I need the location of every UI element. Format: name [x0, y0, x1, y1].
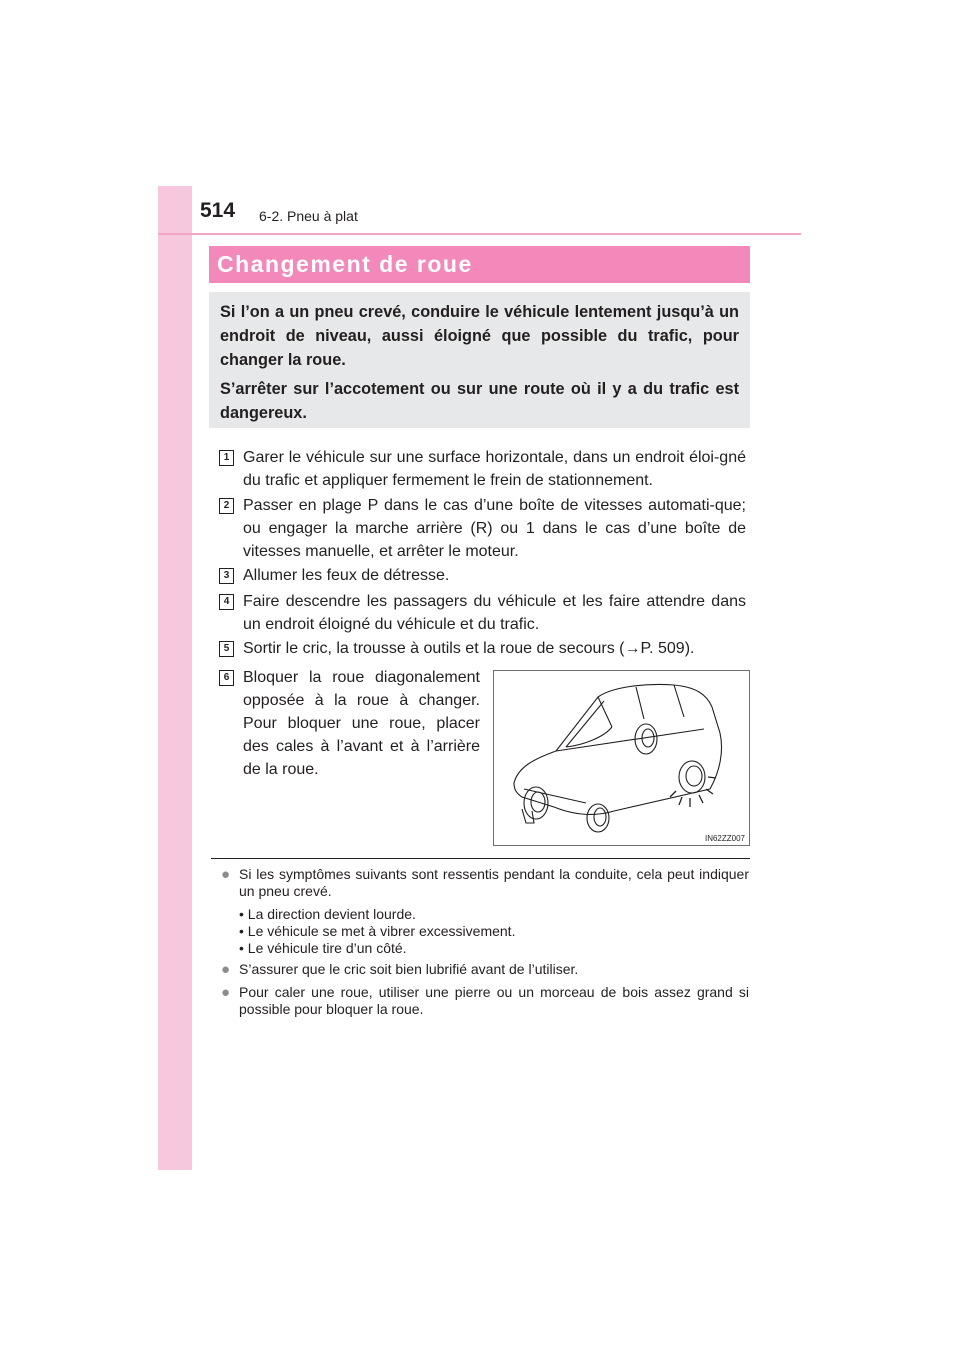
title-bar	[209, 246, 750, 283]
step-text: Sortir le cric, la trousse à outils et la roue de secours (→P. 509).	[243, 640, 695, 657]
step-number: 2	[219, 498, 234, 514]
sub-list-item: • Le véhicule se met à vibrer excessivement.	[239, 923, 516, 939]
step-text: Passer en plage P dans le cas d’une boîte de vitesses automati-que; ou engager la marche arrière (R) ou 1 dans le cas d’une boîte de vitesses manuelle, et arrêter le moteur.	[243, 497, 746, 560]
page-number: 514	[200, 199, 236, 222]
step-text: Faire descendre les passagers du véhicule et les faire attendre dans un endroit éloigné du véhicule et du trafic.	[243, 593, 746, 633]
car-icon	[494, 671, 749, 845]
page-title: Changement de roue	[217, 251, 473, 277]
step-number: 6	[219, 670, 234, 686]
notes-divider	[211, 858, 750, 859]
note-item	[221, 866, 749, 900]
step-text: Bloquer la roue diagonalement opposée à la roue à changer. Pour bloquer une roue, placer des cales à l’avant et à l’arrière de la roue.	[243, 669, 480, 778]
step-text: Allumer les feux de détresse.	[243, 567, 450, 584]
bullet-icon: ●	[221, 961, 231, 978]
note-text: Pour caler une roue, utiliser une pierre ou un morceau de bois assez grand si possible pour bloquer la roue.	[239, 984, 749, 1017]
bullet-icon: ●	[221, 984, 231, 1001]
step-text: Garer le véhicule sur une surface horizontale, dans un endroit éloi-gné du trafic et appliquer fermement le frein de stationnement.	[243, 449, 746, 489]
bullet-icon: ●	[221, 866, 231, 883]
sub-list-item: • La direction devient lourde.	[239, 906, 416, 922]
side-color-band	[158, 186, 192, 1170]
sub-list-item: • Le véhicule tire d’un côté.	[239, 940, 407, 956]
step-number: 1	[219, 450, 234, 466]
intro-paragraph: S’arrêter sur l’accotement ou sur une route où il y a du trafic est dangereux.	[220, 380, 739, 422]
step-number: 4	[219, 594, 234, 610]
car-wheel-chocks-illustration	[493, 670, 750, 846]
note-text: S’assurer que le cric soit bien lubrifié avant de l’utiliser.	[239, 961, 579, 977]
header-divider	[158, 233, 801, 235]
note-text: Si les symptômes suivants sont ressentis pendant la conduite, cela peut indiquer un pneu crevé.	[239, 866, 749, 899]
intro-box	[209, 292, 750, 428]
step-number: 3	[219, 568, 234, 584]
step-number: 5	[219, 641, 234, 657]
figure-code: IN62ZZ007	[704, 834, 745, 843]
section-label: 6-2. Pneu à plat	[259, 208, 358, 224]
intro-paragraph: Si l’on a un pneu crevé, conduire le véhicule lentement jusqu’à un endroit de niveau, aussi éloigné que possible du trafic, pour changer la roue.	[220, 303, 739, 369]
